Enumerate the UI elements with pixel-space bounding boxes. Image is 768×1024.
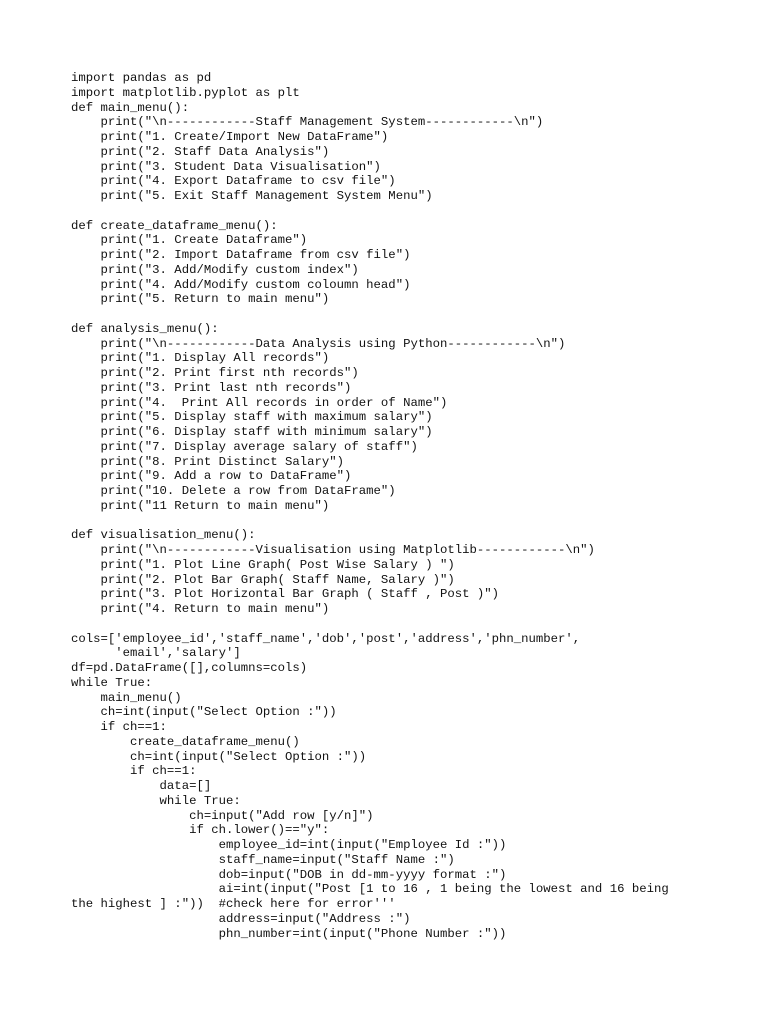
code-line: def main_menu(): (71, 100, 190, 115)
code-line: data=[] (71, 779, 212, 793)
code-line: print("1. Create Dataframe") (71, 233, 308, 248)
code-line: ch=input("Add row [y/n]") (71, 808, 374, 823)
code-line: def visualisation_menu(): (71, 528, 256, 543)
code-line: ai=int(input("Post [1 to 16 , 1 being the lowest and 16 being (71, 882, 669, 897)
code-line: print("8. Print Distinct Salary") (71, 454, 345, 469)
code-line: def analysis_menu(): (71, 321, 219, 336)
code-line: while True: (71, 675, 153, 690)
code-line: print("5. Display staff with maximum salary") (71, 410, 433, 425)
code-line: phn_number=int(input("Phone Number :")) (71, 926, 507, 941)
code-line: print("9. Add a row to DataFrame") (71, 469, 352, 484)
code-line: ch=int(input("Select Option :")) (71, 749, 367, 764)
code-line: dob=input("DOB in dd-mm-yyyy format :") (71, 867, 507, 882)
code-line: print("2. Staff Data Analysis") (71, 144, 330, 159)
code-line: the highest ] :")) #check here for error''' (71, 897, 396, 911)
code-line: print("3. Print last nth records") (71, 380, 352, 395)
code-line: print("1. Plot Line Graph( Post Wise Salary ) ") (71, 557, 455, 572)
code-line: print("2. Print first nth records") (71, 366, 359, 380)
code-line: print("5. Return to main menu") (71, 292, 330, 307)
code-line: print("2. Import Dataframe from csv file") (71, 248, 411, 262)
code-line: staff_name=input("Staff Name :") (71, 852, 455, 867)
code-line: print("6. Display staff with minimum salary") (71, 425, 433, 439)
code-line: print("5. Exit Staff Management System Menu") (71, 189, 433, 203)
code-line: employee_id=int(input("Employee Id :")) (71, 838, 507, 852)
code-line: print("2. Plot Bar Graph( Staff Name, Salary )") (71, 572, 455, 587)
code-line: print("3. Student Data Visualisation") (71, 159, 381, 174)
code-line: print("\n------------Visualisation using Matplotlib------------\n") (71, 543, 595, 557)
code-line: print("4. Print All records in order of Name") (71, 395, 448, 410)
code-line: ch=int(input("Select Option :")) (71, 705, 337, 720)
code-line: import matplotlib.pyplot as plt (71, 85, 300, 100)
code-line (71, 307, 751, 322)
code-line: print("10. Delete a row from DataFrame") (71, 484, 396, 498)
code-line: print("4. Return to main menu") (71, 602, 330, 616)
code-line: while True: (71, 793, 241, 808)
code-listing (71, 71, 751, 941)
code-line: print("1. Create/Import New DataFrame") (71, 130, 389, 144)
code-line: 'email','salary'] (71, 646, 241, 661)
code-line: main_menu() (71, 690, 182, 705)
code-line: print("3. Plot Horizontal Bar Graph ( Staff , Post )") (71, 587, 500, 602)
code-line: create_dataframe_menu() (71, 734, 300, 749)
code-line: print("7. Display average salary of staff") (71, 439, 418, 454)
code-line: def create_dataframe_menu(): (71, 218, 278, 233)
code-line: if ch.lower()=="y": (71, 823, 330, 838)
code-line (71, 514, 751, 529)
code-line: print("\n------------Staff Management System------------\n") (71, 115, 544, 130)
code-line: address=input("Address :") (71, 911, 411, 926)
code-line: print("\n------------Data Analysis using Python------------\n") (71, 336, 566, 351)
code-line (71, 617, 751, 632)
code-line: print("4. Add/Modify custom coloumn head") (71, 277, 411, 292)
code-line: print("1. Display All records") (71, 351, 330, 366)
code-line: print("3. Add/Modify custom index") (71, 262, 359, 277)
code-line: print("11 Return to main menu") (71, 498, 330, 513)
code-line: import pandas as pd (71, 71, 212, 85)
code-line: print("4. Export Dataframe to csv file") (71, 174, 396, 189)
code-line: if ch==1: (71, 720, 167, 734)
code-line: df=pd.DataFrame([],columns=cols) (71, 661, 308, 675)
code-line: if ch==1: (71, 764, 197, 779)
code-line (71, 204, 751, 219)
code-line: cols=['employee_id','staff_name','dob','post','address','phn_number', (71, 631, 581, 646)
